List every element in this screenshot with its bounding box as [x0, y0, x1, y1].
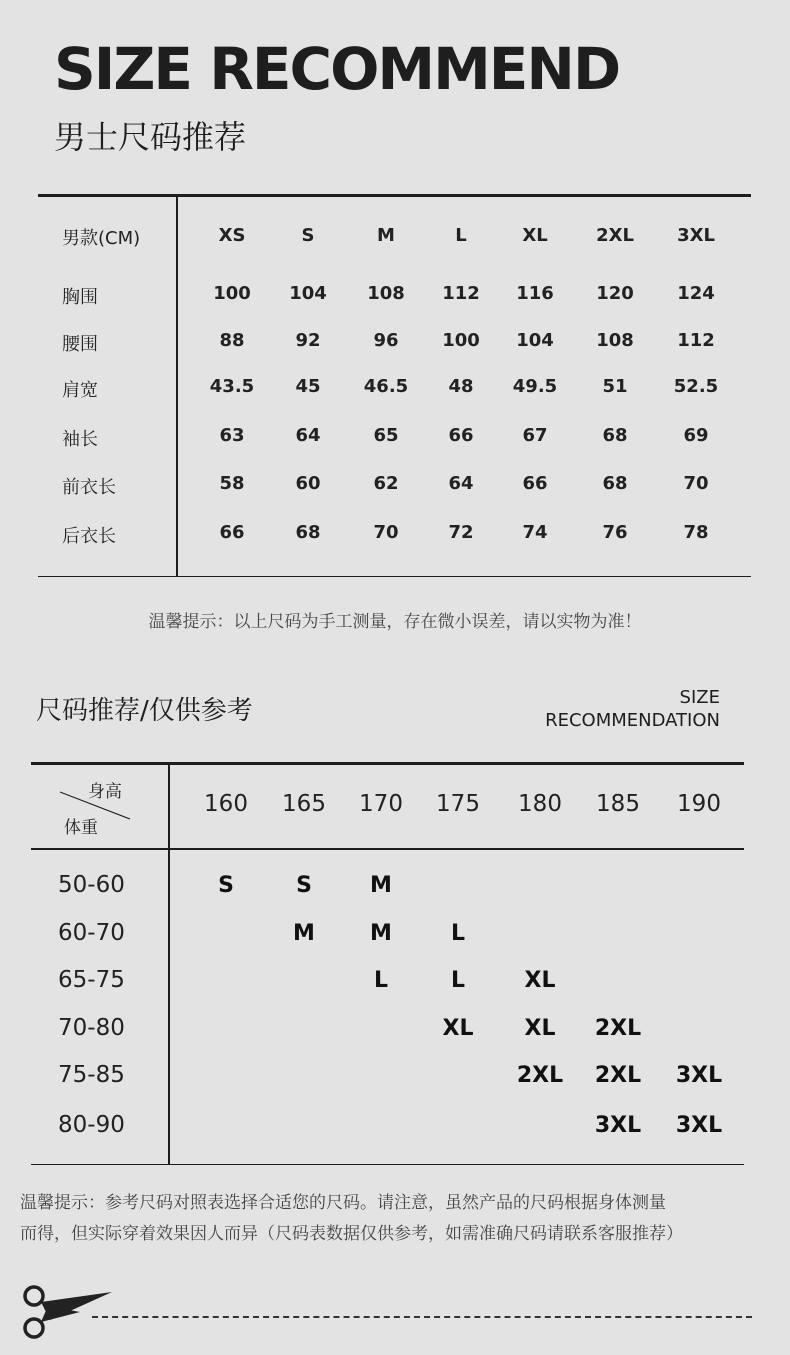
- table1-cell: 60: [295, 473, 321, 494]
- table1-cell: 124: [677, 283, 715, 304]
- table1-cell: 67: [522, 425, 548, 446]
- table1-cell: 63: [219, 425, 245, 446]
- table1-cell: 65: [373, 425, 399, 446]
- table1-cell: 74: [522, 522, 548, 543]
- table1-cell: 100: [213, 283, 251, 304]
- table2-weight-label: 60-70: [58, 920, 125, 946]
- table1-cell: 76: [602, 522, 628, 543]
- table1-cell: 49.5: [512, 376, 558, 397]
- table2-top-rule: [31, 762, 744, 765]
- table2-size-cell: XL: [524, 1016, 556, 1041]
- table2-height-header: 160: [204, 791, 248, 817]
- table1-cell: 92: [295, 330, 321, 351]
- table2-height-header: 185: [596, 791, 640, 817]
- recommend-title-cn: 尺码推荐/仅供参考: [36, 696, 253, 726]
- table1-cell: 120: [596, 283, 634, 304]
- recommend-title-en-line1: SIZE: [679, 687, 720, 708]
- table1-cell: 66: [448, 425, 474, 446]
- table1-cell: 100: [442, 330, 480, 351]
- table2-size-cell: S: [296, 873, 312, 898]
- table1-size-header: 2XL: [596, 225, 634, 246]
- table1-cell: 112: [677, 330, 715, 351]
- table1-cell: 72: [448, 522, 474, 543]
- table2-size-cell: XL: [524, 968, 556, 993]
- table2-size-cell: 3XL: [675, 1063, 723, 1088]
- table1-divider: [176, 197, 178, 576]
- table1-row-label: 肩宽: [62, 380, 98, 401]
- table2-size-cell: 2XL: [516, 1063, 564, 1088]
- page-title-en: SIZE RECOMMEND: [54, 35, 620, 103]
- table1-cell: 46.5: [363, 376, 409, 397]
- table2-weight-label: 80-90: [58, 1112, 125, 1138]
- table2-weight-label: 65-75: [58, 967, 125, 993]
- table1-cell: 112: [442, 283, 480, 304]
- table2-size-cell: 2XL: [594, 1016, 642, 1041]
- table1-corner-label: 男款(CM): [62, 228, 141, 249]
- table2-divider: [168, 765, 170, 1164]
- table2-size-cell: 3XL: [594, 1113, 642, 1138]
- table1-size-header: XS: [218, 225, 246, 246]
- table1-cell: 88: [219, 330, 245, 351]
- table1-cell: 58: [219, 473, 245, 494]
- recommend-note-line2: 而得，但实际穿着效果因人而异（尺码表数据仅供参考，如需准确尺码请联系客服推荐）: [20, 1224, 683, 1244]
- table1-cell: 48: [448, 376, 474, 397]
- table1-cell: 62: [373, 473, 399, 494]
- table2-size-cell: L: [450, 968, 466, 993]
- table2-weight-label: 75-85: [58, 1062, 125, 1088]
- scissors-icon: [20, 1282, 116, 1342]
- table1-cell: 116: [516, 283, 554, 304]
- table1-cell: 69: [683, 425, 709, 446]
- table1-size-header: 3XL: [677, 225, 715, 246]
- cut-line: [92, 1316, 752, 1318]
- table1-row-label: 袖长: [62, 429, 98, 450]
- table2-weight-label: 70-80: [58, 1015, 125, 1041]
- recommend-note: [20, 1188, 683, 1250]
- table1-size-header: S: [301, 225, 315, 246]
- table2-height-header: 170: [359, 791, 403, 817]
- table2-corner-weight-label: 体重: [64, 818, 98, 838]
- table1-bottom-rule: [38, 576, 751, 577]
- table1-cell: 70: [683, 473, 709, 494]
- recommend-note-line1: 温馨提示：参考尺码对照表选择合适您的尺码。请注意，虽然产品的尺码根据身体测量: [20, 1193, 666, 1213]
- table2-size-cell: 2XL: [594, 1063, 642, 1088]
- table1-size-header: M: [377, 225, 395, 246]
- table1-cell: 68: [602, 473, 628, 494]
- table2-size-cell: XL: [442, 1016, 474, 1041]
- table1-note: 温馨提示：以上尺码为手工测量，存在微小误差，请以实物为准！: [148, 612, 642, 632]
- table2-weight-label: 50-60: [58, 872, 125, 898]
- table1-cell: 66: [522, 473, 548, 494]
- table2-size-cell: L: [373, 968, 389, 993]
- table1-cell: 64: [448, 473, 474, 494]
- table2-bottom-rule: [31, 1164, 744, 1165]
- recommend-title-en-line2: RECOMMENDATION: [545, 710, 720, 731]
- table1-top-rule: [38, 194, 751, 197]
- table1-row-label: 胸围: [62, 287, 98, 308]
- table1-cell: 104: [516, 330, 554, 351]
- table1-row-label: 后衣长: [62, 526, 116, 547]
- table2-header-rule: [31, 848, 744, 850]
- table1-cell: 51: [602, 376, 628, 397]
- table1-cell: 68: [295, 522, 321, 543]
- table2-height-header: 190: [677, 791, 721, 817]
- table2-corner-height-label: 身高: [88, 782, 122, 802]
- table1-row-label: 前衣长: [62, 477, 116, 498]
- table2-height-header: 180: [518, 791, 562, 817]
- recommend-title-en: [545, 686, 720, 732]
- table2-size-cell: L: [450, 921, 466, 946]
- table1-cell: 78: [683, 522, 709, 543]
- table2-size-cell: S: [218, 873, 234, 898]
- table1-cell: 64: [295, 425, 321, 446]
- table1-cell: 43.5: [209, 376, 255, 397]
- page-title-cn: 男士尺码推荐: [54, 118, 247, 156]
- table1-cell: 45: [295, 376, 321, 397]
- table1-row-label: 腰围: [62, 334, 98, 355]
- table2-height-header: 165: [282, 791, 326, 817]
- table2-size-cell: M: [293, 921, 315, 946]
- table2-size-cell: 3XL: [675, 1113, 723, 1138]
- table2-size-cell: M: [370, 873, 392, 898]
- table1-cell: 66: [219, 522, 245, 543]
- table1-cell: 52.5: [673, 376, 719, 397]
- table1-size-header: XL: [522, 225, 548, 246]
- table1-size-header: L: [455, 225, 467, 246]
- table1-cell: 108: [367, 283, 405, 304]
- table1-cell: 70: [373, 522, 399, 543]
- table1-cell: 104: [289, 283, 327, 304]
- table1-cell: 96: [373, 330, 399, 351]
- table1-cell: 68: [602, 425, 628, 446]
- table1-cell: 108: [596, 330, 634, 351]
- table2-height-header: 175: [436, 791, 480, 817]
- table2-size-cell: M: [370, 921, 392, 946]
